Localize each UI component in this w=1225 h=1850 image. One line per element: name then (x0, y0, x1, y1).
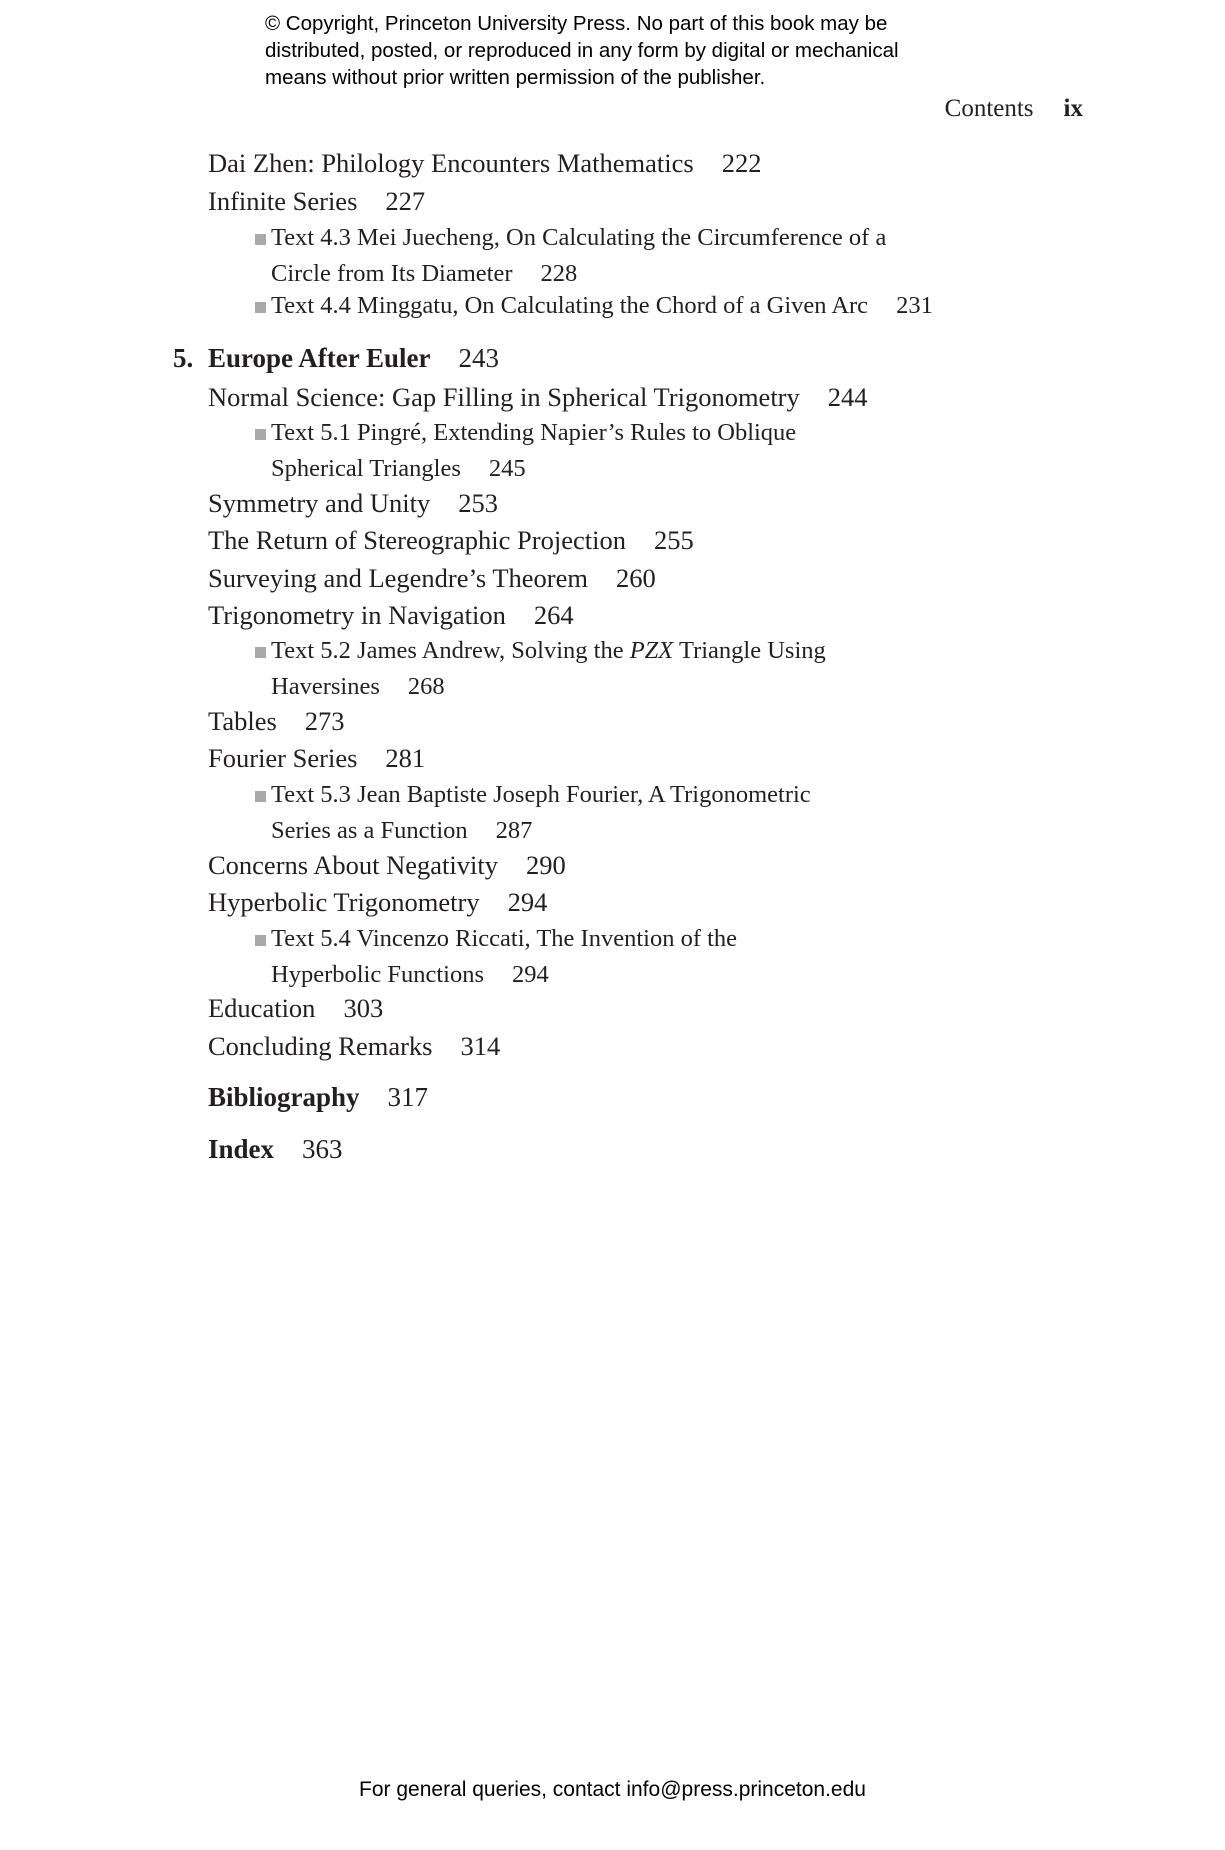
square-bullet-icon (255, 302, 266, 313)
toc-entry-title: Surveying and Legendre’s Theorem (208, 563, 588, 593)
toc-text-title: Triangle Using (673, 637, 826, 664)
toc-entry-page: 294 (507, 887, 548, 917)
page-folio: ix (1063, 95, 1083, 122)
toc-text-title: Text 5.2 James Andrew, Solving the (271, 637, 630, 664)
toc-entry-page: 227 (385, 186, 426, 216)
copyright-line: means without prior written permission of the publisher. (265, 66, 766, 89)
toc-entry-infinite-series[interactable] (208, 185, 425, 217)
square-bullet-icon (255, 791, 266, 802)
toc-text-italic: PZX (629, 637, 674, 664)
toc-entry-page: 287 (495, 817, 533, 844)
toc-entry-title: Dai Zhen: Philology Encounters Mathematics (208, 148, 694, 178)
toc-entry-symmetry[interactable] (208, 487, 498, 519)
toc-entry-title: Bibliography (208, 1082, 360, 1112)
toc-text-5-1[interactable] (253, 415, 796, 487)
toc-entry-title: Concluding Remarks (208, 1031, 433, 1061)
toc-text-line: Text 5.3 Jean Baptiste Joseph Fourier, A Trigonometric (271, 781, 811, 808)
contact-footer: For general queries, contact info@press.princeton.edu (359, 1778, 866, 1801)
toc-text-title: Haversines (271, 673, 380, 700)
toc-entry-concluding[interactable] (208, 1030, 500, 1062)
toc-entry-page: 264 (533, 600, 574, 630)
toc-entry-title: Infinite Series (208, 186, 358, 216)
toc-entry-page: 303 (343, 993, 384, 1023)
toc-entry-stereographic[interactable] (208, 524, 694, 556)
toc-entry-fourier-series[interactable] (208, 742, 425, 774)
toc-entry-title: Hyperbolic Trigonometry (208, 887, 480, 917)
copyright-notice (265, 10, 985, 91)
toc-text-title: Series as a Function (271, 817, 468, 844)
toc-entry-page: 253 (458, 488, 499, 518)
square-bullet-icon (255, 429, 266, 440)
toc-entry-surveying[interactable] (208, 562, 656, 594)
toc-text-5-4[interactable] (253, 921, 737, 993)
running-head (945, 94, 1083, 124)
toc-entry-title: Tables (208, 706, 277, 736)
toc-text-line-2 (253, 256, 886, 292)
toc-entry-bibliography[interactable] (208, 1081, 428, 1113)
toc-entry-page: 255 (653, 525, 694, 555)
toc-entry-hyperbolic[interactable] (208, 886, 547, 918)
toc-text-4-4[interactable] (253, 288, 933, 324)
toc-entry-page: 228 (540, 260, 578, 287)
toc-entry-page: 281 (385, 743, 426, 773)
toc-text-title: Circle from Its Diameter (271, 260, 513, 287)
toc-entry-page: 317 (387, 1082, 429, 1112)
toc-entry-title: The Return of Stereographic Projection (208, 525, 626, 555)
toc-entry-title: Education (208, 993, 316, 1023)
toc-entry-title: Trigonometry in Navigation (208, 600, 506, 630)
toc-entry-negativity[interactable] (208, 849, 566, 881)
toc-entry-page: 268 (407, 673, 445, 700)
toc-text-title: Text 4.4 Minggatu, On Calculating the Chord of a Given Arc (271, 292, 869, 319)
toc-text-line: Text 5.4 Vincenzo Riccati, The Invention of the (271, 925, 738, 952)
toc-entry-page: 314 (460, 1031, 501, 1061)
toc-text-4-3[interactable] (253, 220, 886, 292)
toc-text-title: Spherical Triangles (271, 455, 461, 482)
toc-entry-title: Normal Science: Gap Filling in Spherical Trigonometry (208, 382, 800, 412)
toc-entry-page: 222 (721, 148, 762, 178)
toc-entry-page: 363 (302, 1134, 343, 1164)
toc-text-line: Text 5.1 Pingré, Extending Napier’s Rules to Oblique (271, 419, 797, 446)
toc-entry-tables[interactable] (208, 705, 345, 737)
toc-entry-title: Concerns About Negativity (208, 850, 498, 880)
chapter-title: Europe After Euler (208, 343, 431, 373)
toc-chapter-5[interactable] (173, 342, 499, 374)
toc-entry-page: 243 (458, 343, 499, 373)
toc-text-5-2[interactable] (253, 633, 826, 705)
toc-text-title: Hyperbolic Functions (271, 961, 484, 988)
toc-text-5-3[interactable] (253, 777, 811, 849)
toc-entry-page: 273 (304, 706, 345, 736)
toc-entry-education[interactable] (208, 992, 383, 1024)
toc-entry-title: Fourier Series (208, 743, 358, 773)
toc-entry-dai-zhen[interactable] (208, 147, 761, 179)
toc-entry-page: 231 (896, 292, 933, 319)
square-bullet-icon (255, 935, 266, 946)
toc-entry-navigation[interactable] (208, 599, 574, 631)
toc-entry-normal-science[interactable] (208, 381, 868, 413)
running-head-label: Contents (944, 95, 1034, 122)
toc-entry-page: 260 (615, 563, 656, 593)
copyright-line: distributed, posted, or reproduced in any form by digital or mechanical (265, 39, 899, 62)
toc-entry-title: Index (208, 1134, 275, 1164)
toc-entry-page: 245 (488, 455, 526, 482)
toc-entry-index[interactable] (208, 1133, 343, 1165)
square-bullet-icon (255, 647, 266, 658)
toc-entry-page: 290 (526, 850, 566, 880)
square-bullet-icon (255, 234, 266, 245)
copyright-line: © Copyright, Princeton University Press. No part of this book may be (265, 12, 888, 35)
toc-entry-page: 294 (512, 961, 549, 988)
toc-entry-page: 244 (827, 382, 868, 412)
toc-text-line: Text 4.3 Mei Juecheng, On Calculating the Circumference of a (271, 224, 887, 251)
chapter-number: 5. (173, 343, 194, 373)
toc-entry-title: Symmetry and Unity (208, 488, 431, 518)
